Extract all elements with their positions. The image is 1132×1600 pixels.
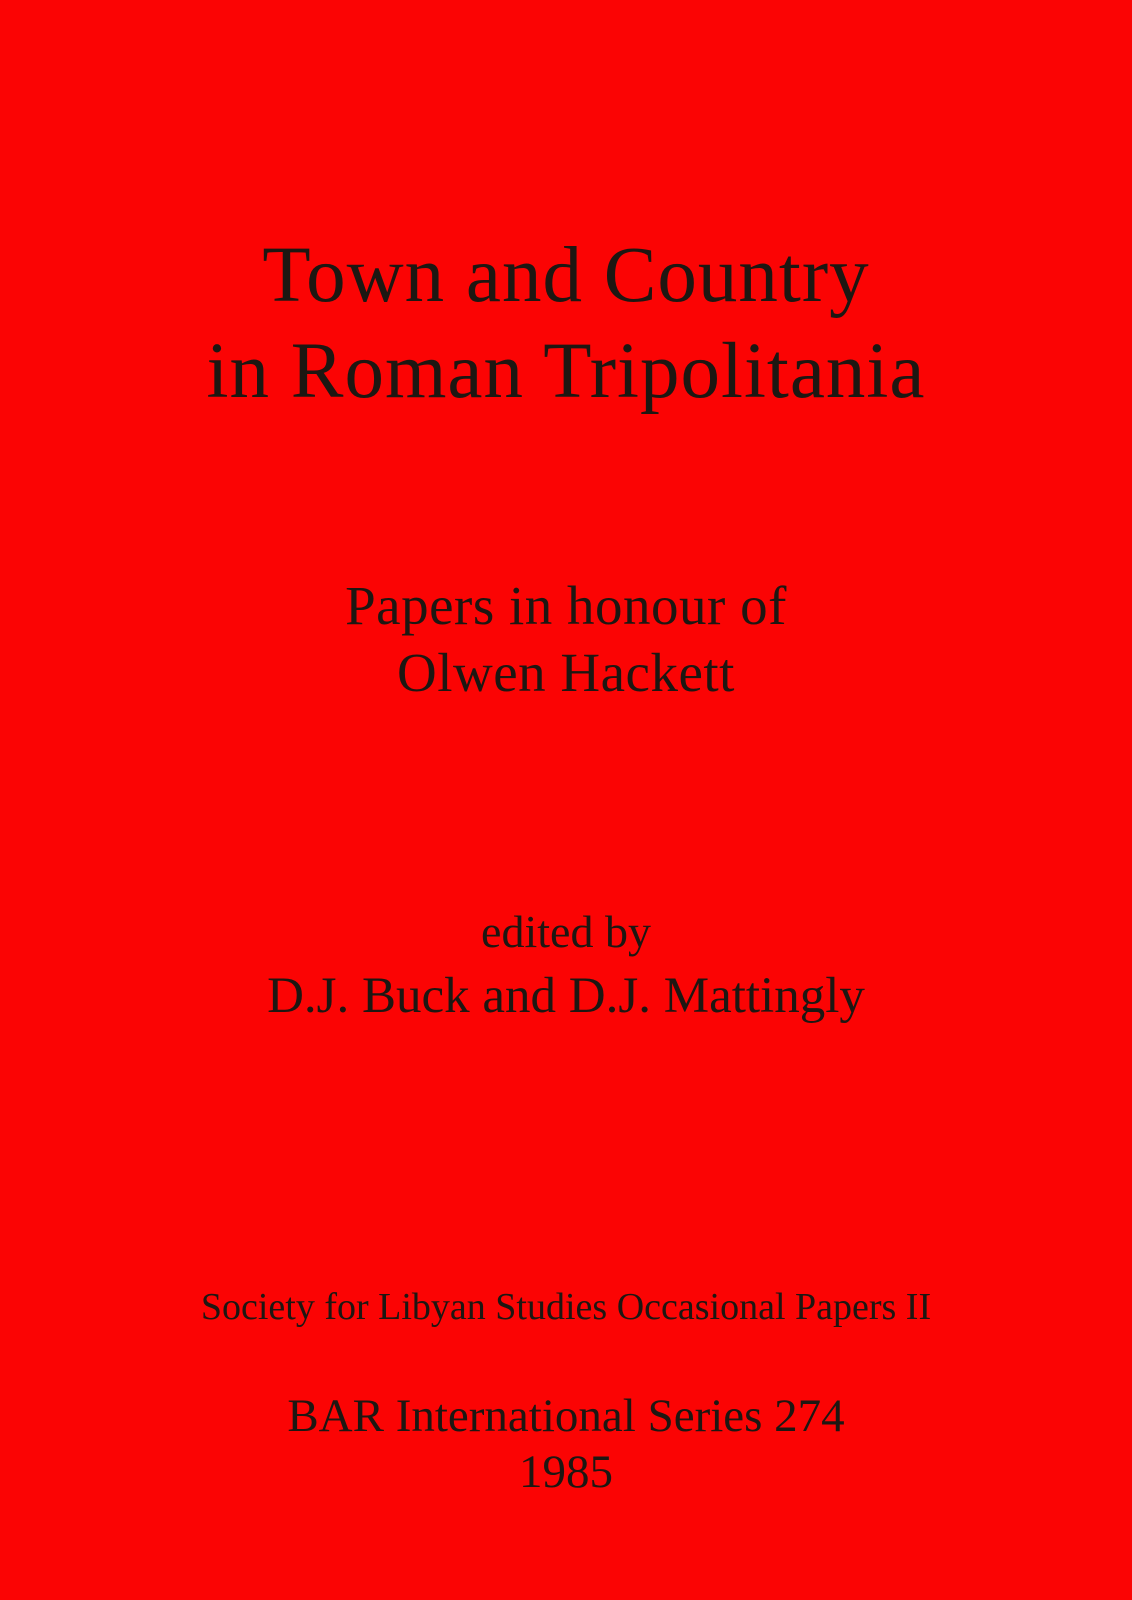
publisher-series: BAR International Series 274: [287, 1390, 845, 1442]
series-note: Society for Libyan Studies Occasional Papers II: [200, 1286, 932, 1328]
book-subtitle-line-1: Papers in honour of: [345, 575, 787, 636]
book-title-line-2: in Roman Tripolitania: [206, 328, 926, 415]
publication-year: 1985: [519, 1446, 613, 1498]
editors-names: D.J. Buck and D.J. Mattingly: [267, 968, 865, 1024]
book-title-line-1: Town and Country: [262, 232, 870, 319]
book-subtitle: [0, 572, 1132, 706]
edited-by-label: edited by: [481, 906, 651, 957]
book-title: [0, 228, 1132, 420]
book-subtitle-line-2: Olwen Hackett: [397, 642, 735, 703]
